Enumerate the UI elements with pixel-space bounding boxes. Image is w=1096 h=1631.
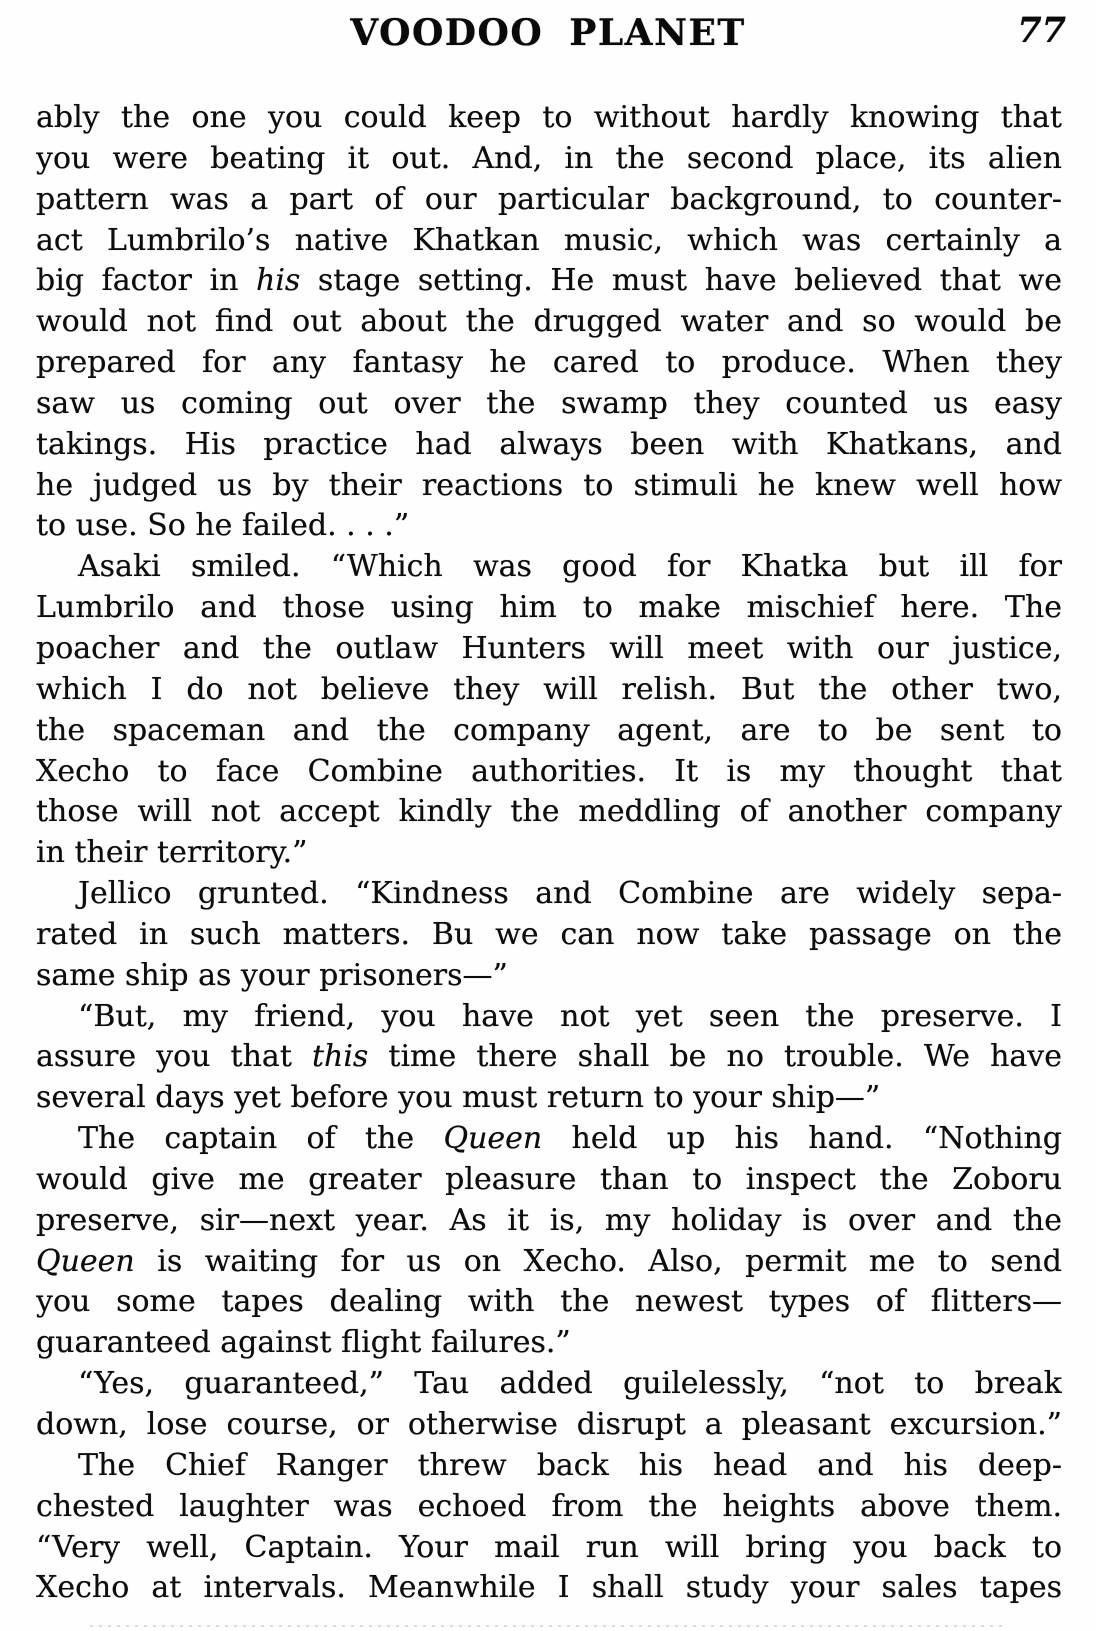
text-line — [36, 874, 1062, 915]
text-segment: Asaki smiled. “Which was good for Khatka but ill for — [78, 549, 1062, 585]
text-segment: “Very well, Captain. Your mail run will bring you back to — [36, 1529, 1062, 1565]
text-segment: would not find out about the drugged water and so would be — [36, 304, 1062, 340]
text-line — [36, 425, 1062, 466]
page-title: VOODOO PLANET — [350, 12, 746, 54]
text-segment: saw us coming out over the swamp they counted us easy — [36, 385, 1062, 421]
text-segment: rated in such matters. Bu we can now take passage on the — [36, 916, 1062, 952]
text-line — [36, 1282, 1062, 1323]
text-line — [36, 1160, 1062, 1201]
text-segment: the spaceman and the company agent, are to be sent to — [36, 712, 1062, 748]
text-line — [36, 1528, 1062, 1569]
text-line — [36, 506, 1062, 547]
text-segment: “Yes, guaranteed,” Tau added guilelessly, “not to break — [78, 1366, 1062, 1402]
text-segment: pattern was a part of our particular background, to counter- — [36, 181, 1062, 217]
text-segment: Xecho to face Combine authorities. It is my thought that — [36, 753, 1062, 789]
text-line — [36, 711, 1062, 752]
text-line — [36, 343, 1062, 384]
text-segment: Lumbrilo and those using him to make mischief here. The — [36, 590, 1062, 626]
text-line — [36, 1364, 1062, 1405]
text-line — [36, 547, 1062, 588]
text-segment: The Chief Ranger threw back his head and his deep- — [78, 1447, 1062, 1483]
italic-text: his — [256, 263, 301, 299]
text-line — [36, 1568, 1062, 1609]
page-body — [36, 98, 1062, 1609]
text-line — [36, 915, 1062, 956]
text-line — [36, 670, 1062, 711]
text-line — [36, 221, 1062, 262]
text-line — [36, 1201, 1062, 1242]
text-line — [36, 1487, 1062, 1528]
text-segment: held up his hand. “Nothing — [542, 1121, 1062, 1157]
text-segment: to use. So he failed. . . .” — [36, 508, 410, 544]
text-segment: he judged us by their reactions to stimuli he knew well how — [36, 467, 1062, 503]
text-segment: big factor in — [36, 263, 256, 299]
text-segment: would give me greater pleasure than to inspect the Zoboru — [36, 1161, 1062, 1197]
italic-text: Queen — [443, 1121, 543, 1157]
text-segment: you were beating it out. And, in the second place, its alien — [36, 140, 1062, 176]
paragraph — [36, 874, 1062, 997]
text-line — [36, 1119, 1062, 1160]
text-line — [36, 956, 1062, 997]
text-line — [36, 833, 1062, 874]
paragraph — [36, 98, 1062, 547]
text-segment: Xecho at intervals. Meanwhile I shall study your sales tapes — [36, 1570, 1062, 1606]
paragraph — [36, 1119, 1062, 1364]
text-segment: same ship as your prisoners—” — [36, 957, 508, 993]
text-segment: down, lose course, or otherwise disrupt a pleasant excursion.” — [36, 1407, 1062, 1442]
text-line — [36, 752, 1062, 793]
text-line — [36, 466, 1062, 507]
text-line — [36, 1037, 1062, 1078]
text-line — [36, 588, 1062, 629]
text-segment: in their territory.” — [36, 835, 308, 871]
text-line — [36, 1242, 1062, 1283]
text-segment: you some tapes dealing with the newest types of flitters— — [36, 1284, 1062, 1320]
text-segment: Jellico grunted. “Kindness and Combine are widely sepa- — [78, 876, 1062, 912]
text-segment: several days yet before you must return to your ship—” — [36, 1080, 881, 1116]
text-line — [36, 384, 1062, 425]
text-line — [36, 997, 1062, 1038]
text-segment: preserve, sir—next year. As it is, my holiday is over and the — [36, 1202, 1062, 1238]
text-line — [36, 98, 1062, 139]
text-line — [36, 1446, 1062, 1487]
text-line — [36, 1405, 1062, 1446]
text-segment: The captain of the — [78, 1121, 444, 1157]
text-segment: prepared for any fantasy he cared to produce. When they — [36, 345, 1062, 381]
text-segment: takings. His practice had always been with Khatkans, and — [36, 426, 1062, 462]
italic-text: this — [311, 1039, 369, 1075]
text-line — [36, 261, 1062, 302]
text-line — [36, 302, 1062, 343]
text-segment: is waiting for us on Xecho. Also, permit me to send — [134, 1243, 1062, 1279]
text-segment: which I do not believe they will relish. But the other two, — [36, 671, 1062, 707]
text-segment: ably the one you could keep to without hardly knowing that — [36, 100, 1062, 135]
text-segment: stage setting. He must have believed that we — [300, 263, 1062, 299]
text-segment: assure you that — [36, 1039, 312, 1075]
text-line — [36, 792, 1062, 833]
text-segment: time there shall be no trouble. We have — [368, 1039, 1062, 1075]
page-number: 77 — [1017, 10, 1066, 51]
text-line — [36, 180, 1062, 221]
paragraph — [36, 997, 1062, 1120]
text-segment: act Lumbrilo’s native Khatkan music, which was certainly a — [36, 222, 1062, 258]
paragraph — [36, 1446, 1062, 1609]
text-segment: “But, my friend, you have not yet seen the preserve. I — [78, 998, 1062, 1034]
text-line — [36, 1078, 1062, 1119]
text-line — [36, 629, 1062, 670]
text-segment: those will not accept kindly the meddling of another company — [36, 794, 1062, 830]
text-line — [36, 139, 1062, 180]
text-segment: guaranteed against flight failures.” — [36, 1325, 571, 1361]
italic-text: Queen — [36, 1243, 135, 1279]
text-segment: poacher and the outlaw Hunters will meet with our justice, — [36, 630, 1062, 666]
text-segment: chested laughter was echoed from the heights above them. — [36, 1488, 1062, 1524]
paragraph — [36, 547, 1062, 874]
paragraph — [36, 1364, 1062, 1446]
text-line — [36, 1323, 1062, 1364]
scan-artifact-line — [90, 1625, 1005, 1627]
